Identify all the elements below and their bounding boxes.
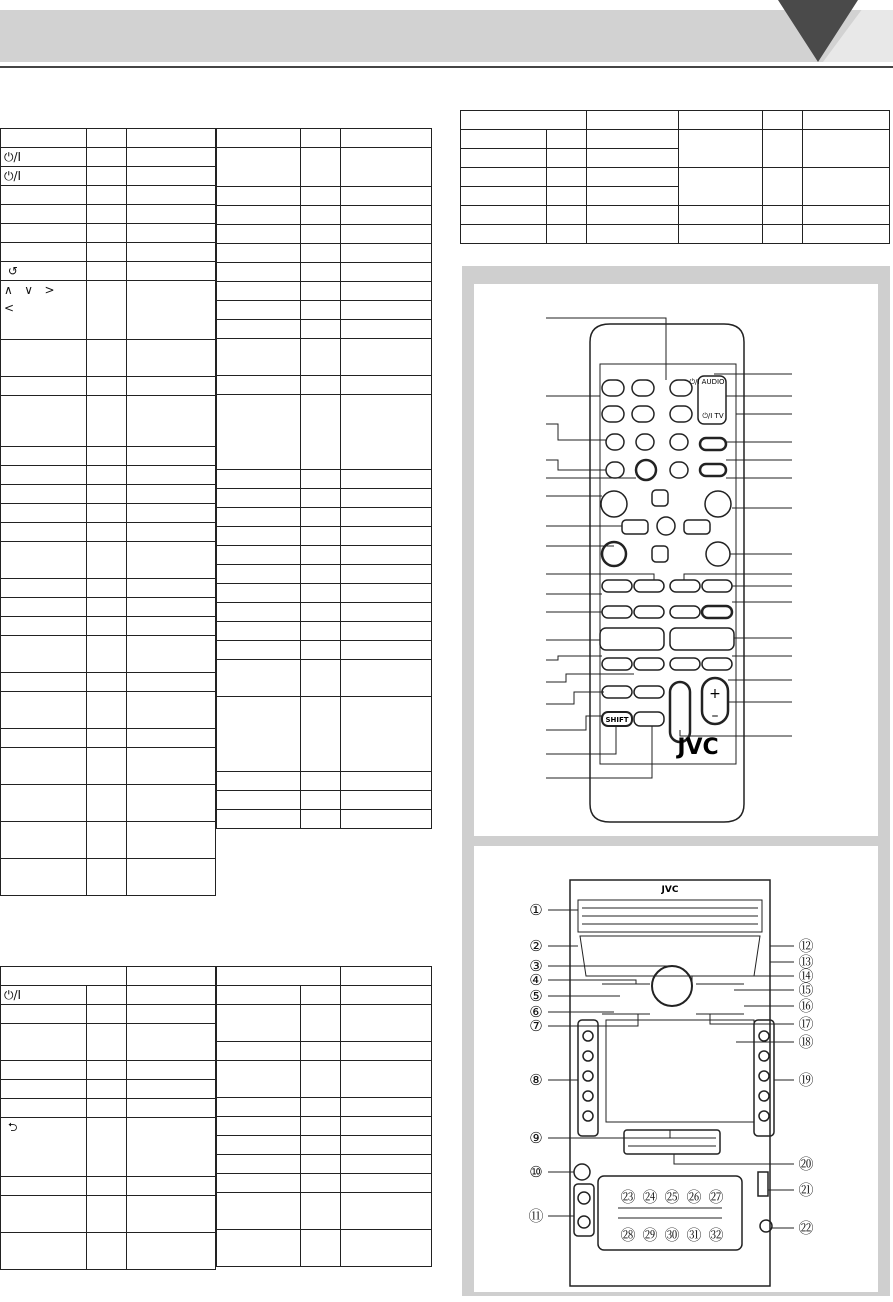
table-row: [1, 692, 216, 729]
callout-30: ㉚: [664, 1226, 680, 1244]
repeat-icon: ↺: [7, 264, 18, 278]
table-row: [217, 1174, 432, 1193]
table-row: [1, 243, 216, 262]
table-row: [1, 1118, 216, 1177]
table-row: [217, 527, 432, 546]
table-row: [217, 301, 432, 320]
table-row: [1, 485, 216, 504]
table-row: [217, 395, 432, 470]
table-row: [1, 447, 216, 466]
callout-13: ⑬: [798, 953, 814, 971]
table-row: [217, 603, 432, 622]
table-row: [1, 1196, 216, 1233]
table-row: [1, 1024, 216, 1061]
callout-1: ①: [529, 901, 543, 919]
table-row: [217, 376, 432, 395]
unit-buttons-table-right: [216, 966, 432, 1267]
plus-label: +: [709, 686, 721, 702]
remote-panel: [474, 284, 878, 836]
table-row: [217, 206, 432, 225]
table-row: [1, 186, 216, 205]
table-row: [217, 622, 432, 641]
table-row: [1, 504, 216, 523]
table-row: [217, 1155, 432, 1174]
unit-panel: [474, 846, 878, 1292]
table-row: [1, 1233, 216, 1270]
usb-icon: ⮌: [7, 1120, 18, 1134]
callout-5: ⑤: [529, 987, 543, 1005]
power-icon: ⏻/I: [4, 168, 22, 183]
table-row: [217, 225, 432, 244]
table-row: [217, 584, 432, 603]
table-row: [1, 281, 216, 340]
callout-11: ⑪: [528, 1207, 544, 1225]
up-arrow-icon: ∧: [4, 283, 13, 297]
callout-31: ㉛: [686, 1226, 702, 1244]
left-arrow-icon: <: [4, 301, 15, 315]
callout-6: ⑥: [529, 1003, 543, 1021]
callout-23: ㉓: [620, 1188, 636, 1206]
table-row: [217, 641, 432, 660]
table-row: [1, 617, 216, 636]
right-arrow-icon: >: [44, 283, 55, 297]
table-row: [461, 111, 890, 130]
table-row: [217, 1117, 432, 1136]
callout-26: ㉖: [686, 1188, 702, 1206]
callout-18: ⑱: [798, 1033, 814, 1051]
table-row: [217, 565, 432, 584]
callout-17: ⑰: [798, 1015, 814, 1033]
table-row: [1, 598, 216, 617]
table-row: [217, 791, 432, 810]
table-row: [1, 205, 216, 224]
table-row: [217, 660, 432, 697]
table-row: [217, 148, 432, 187]
table-row: [217, 1136, 432, 1155]
table-row: [217, 508, 432, 527]
table-row: [217, 470, 432, 489]
callout-24: ㉔: [642, 1188, 658, 1206]
table-row: [217, 1230, 432, 1267]
callout-3: ③: [529, 957, 543, 975]
callout-22: ㉒: [798, 1219, 814, 1237]
table-row: [1, 523, 216, 542]
table-row: [461, 130, 890, 149]
table-row: [1, 673, 216, 692]
page-header-bar: [0, 10, 893, 62]
unit-illustration: [474, 846, 878, 1292]
table-row: [217, 263, 432, 282]
table-row: [1, 1061, 216, 1080]
table-row: [1, 748, 216, 785]
table-row: [1, 967, 216, 986]
power-tv-label: ⏻/I TV: [702, 412, 724, 420]
remote-body: [590, 324, 744, 822]
remote-buttons-table-right: [216, 128, 432, 829]
callout-15: ⑮: [798, 981, 814, 999]
remote-brand-logo: JVC: [677, 735, 719, 760]
callout-27: ㉗: [708, 1188, 724, 1206]
page-tab-marker: [778, 0, 858, 62]
header-rule: [0, 66, 893, 68]
table-row: [217, 129, 432, 148]
table-row: [217, 187, 432, 206]
table-row: [1, 224, 216, 243]
table-row: [1, 636, 216, 673]
callout-10: ⑩: [529, 1163, 543, 1181]
table-row: [461, 168, 890, 187]
table-row: [1, 262, 216, 281]
callout-4: ④: [529, 971, 543, 989]
table-row: [1, 148, 216, 167]
table-row: [1, 377, 216, 396]
callout-12: ⑫: [798, 937, 814, 955]
table-row: [217, 697, 432, 772]
table-row: [1, 1005, 216, 1024]
table-row: [217, 986, 432, 1005]
callout-8: ⑧: [529, 1071, 543, 1089]
table-row: [217, 489, 432, 508]
callout-19: ⑲: [798, 1071, 814, 1089]
callout-7: ⑦: [529, 1017, 543, 1035]
table-row: [217, 1098, 432, 1117]
callout-28: ㉘: [620, 1226, 636, 1244]
power-icon: ⏻/I: [4, 149, 22, 164]
table-row: [1, 986, 216, 1005]
callout-25: ㉕: [664, 1188, 680, 1206]
callout-21: ㉑: [798, 1181, 814, 1199]
table-row: [217, 244, 432, 263]
table-row: [1, 785, 216, 822]
table-row: [461, 225, 890, 244]
table-row: [217, 1042, 432, 1061]
table-row: [1, 129, 216, 148]
callout-29: ㉙: [642, 1226, 658, 1244]
table-row: [1, 167, 216, 186]
remote-buttons-table-left: [0, 128, 216, 896]
callout-20: ⑳: [798, 1155, 814, 1173]
table-row: [217, 967, 432, 986]
table-row: [1, 340, 216, 377]
table-row: [1, 579, 216, 598]
table-row: [1, 466, 216, 485]
callout-2: ②: [529, 937, 543, 955]
table-row: [217, 320, 432, 339]
table-row: [461, 206, 890, 225]
table-row: [217, 1005, 432, 1042]
power-audio-label: ⏻/I AUDIO: [689, 378, 725, 386]
table-row: [217, 339, 432, 376]
minus-label: –: [711, 708, 719, 724]
table-row: [217, 1061, 432, 1098]
shift-label: SHIFT: [605, 716, 629, 724]
table-row: [1, 859, 216, 896]
table-row: [1, 1177, 216, 1196]
callout-14: ⑭: [798, 967, 814, 985]
callout-32: ㉜: [708, 1226, 724, 1244]
top-right-reference-table: [460, 110, 890, 244]
table-row: [217, 546, 432, 565]
table-row: [1, 542, 216, 579]
unit-buttons-table-left: [0, 966, 216, 1270]
table-row: [217, 282, 432, 301]
unit-brand-logo: JVC: [661, 885, 679, 895]
callout-9: ⑨: [529, 1129, 543, 1147]
table-row: [217, 810, 432, 829]
power-icon: ⏻/I: [4, 987, 22, 1002]
table-row: [1, 396, 216, 447]
down-arrow-icon: ∨: [24, 283, 34, 297]
table-row: [1, 1099, 216, 1118]
callout-16: ⑯: [798, 997, 814, 1015]
table-row: [217, 772, 432, 791]
table-row: [217, 1193, 432, 1230]
table-row: [1, 822, 216, 859]
table-row: [1, 729, 216, 748]
table-row: [1, 1080, 216, 1099]
remote-illustration: [474, 284, 878, 836]
